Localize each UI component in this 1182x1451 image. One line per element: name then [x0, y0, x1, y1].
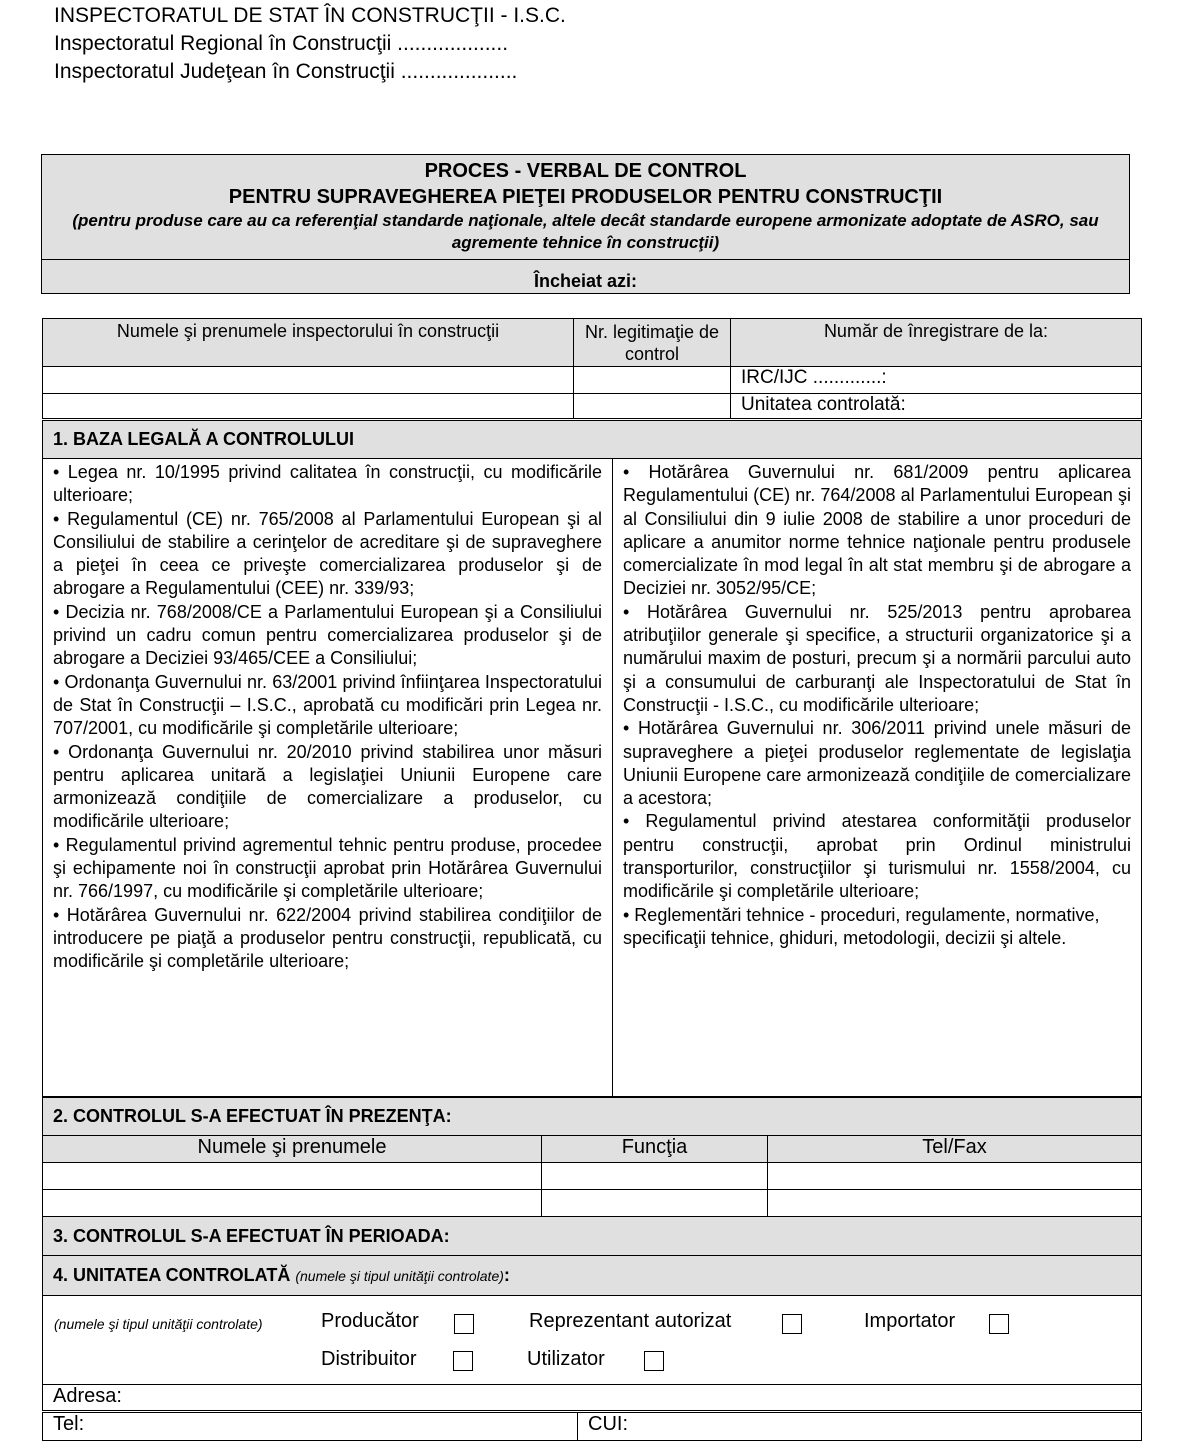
person-name-field[interactable]	[43, 1163, 542, 1190]
document-title: PROCES - VERBAL DE CONTROL	[424, 160, 747, 182]
importer-checkbox[interactable]	[989, 1312, 1009, 1335]
tel-cui-table	[42, 1412, 1142, 1441]
inspector-name-field[interactable]	[43, 367, 574, 394]
inspector-table	[42, 318, 1142, 419]
law-item: • Hotărârea Guvernului nr. 622/2004 privind stabilirea condiţiilor de introducere pe piaţă a produselor pentru construcţii, republicată, cu modificările şi completările ulterioare;	[53, 904, 602, 972]
person-name-header: Numele şi prenumele	[43, 1136, 542, 1163]
section-4-title: 4. UNITATEA CONTROLATĂ	[53, 1265, 291, 1285]
user-checkbox[interactable]	[644, 1349, 664, 1372]
law-item: • Decizia nr. 768/2008/CE a Parlamentului European şi a Consiliului privind un cadru comun pentru comercializarea produselor şi de abrogare a Deciziei 93/465/CEE a Consiliului;	[53, 601, 602, 669]
section-2-heading: 2. CONTROLUL S-A EFECTUAT ÎN PREZENŢA:	[43, 1098, 1142, 1136]
law-item: • Hotărârea Guvernului nr. 681/2009 pentru aplicarea Regulamentului (CE) nr. 764/2008 al Parlamentului European şi al Consiliului din 9 iulie 2008 de stabilire a unor proceduri de aplicare a anumitor norme tehnice naţionale pentru produsele comercializate în mod legal în alt stat membru şi de abrogare a Deciziei nr. 3052/95/CE;	[623, 462, 1132, 599]
law-item: • Regulamentul privind agrementul tehnic pentru produse, procedee şi echipamente noi în construcţii aprobat prin Hotărârea Guvernului nr. 766/1997, cu modificările şi completările ulterioare;	[53, 834, 602, 902]
checkbox-square[interactable]	[782, 1314, 802, 1334]
distributor-checkbox[interactable]	[453, 1349, 473, 1372]
section-4-heading	[43, 1256, 1142, 1296]
inspector-name-header: Numele şi prenumele inspectorului în construcţii	[43, 319, 574, 367]
section-3-heading: 3. CONTROLUL S-A EFECTUAT ÎN PERIOADA:	[43, 1217, 1142, 1256]
unit-type-row	[43, 1296, 1142, 1385]
badge-number-header: Nr. legitimaţie de control	[574, 319, 731, 367]
law-item: • Legea nr. 10/1995 privind calitatea în construcţii, cu modificările ulterioare;	[53, 462, 602, 506]
function-field[interactable]	[542, 1163, 768, 1190]
law-item: • Regulamentul privind atestarea conformităţii produselor pentru construcţii, aprobat prin Ordinul ministrului transporturilor, construcţiilor şi turismului nr. 1558/2004, cu modificările şi completările ulterioare;	[623, 811, 1132, 902]
importer-option-label: Importator	[864, 1310, 956, 1332]
unit-type-note: (numele şi tipul unităţii controlate)	[54, 1316, 263, 1332]
law-item: • Regulamentul (CE) nr. 765/2008 al Parlamentului European şi al Consiliului de stabilire a cerinţelor de acreditare şi de supraveghere a pieţei în ceea ce priveşte comercializarea produselor şi de abrogare a Regulamentului (CEE) nr. 339/93;	[53, 508, 602, 599]
document-subtitle: PENTRU SUPRAVEGHEREA PIEŢEI PRODUSELOR PENTRU CONSTRUCŢII	[228, 186, 943, 208]
law-item: • Reglementări tehnice - proceduri, regulamente, normative, specificaţii tehnice, ghiduri, metodologii, decizii şi altele.	[623, 904, 1100, 948]
inspector-name-field-2[interactable]	[43, 394, 574, 419]
legal-basis-right	[613, 459, 1142, 1097]
section-4-colon: :	[503, 1265, 510, 1285]
badge-number-field[interactable]	[574, 367, 731, 394]
controlled-unit-field[interactable]: Unitatea controlată:	[731, 394, 1142, 419]
function-field-2[interactable]	[542, 1190, 768, 1217]
legal-basis-left	[43, 459, 613, 1097]
producer-option-label: Producător	[321, 1310, 419, 1332]
distributor-option-label: Distribuitor	[321, 1348, 417, 1370]
badge-number-field-2[interactable]	[574, 394, 731, 419]
law-item: • Ordonanţa Guvernului nr. 20/2010 privind stabilirea unor măsuri pentru aplicarea unitară a legislaţiei Uniunii Europene care armonizează condiţiile de comercializare a produselor, cu modificările ulterioare;	[53, 741, 602, 832]
sections-table	[42, 420, 1142, 1097]
institution-name: INSPECTORATUL DE STAT ÎN CONSTRUCŢII - I.S.C.	[54, 4, 566, 27]
authorized-rep-checkbox[interactable]	[782, 1312, 802, 1335]
phone-fax-field[interactable]	[768, 1163, 1142, 1190]
address-field[interactable]: Adresa:	[43, 1385, 1142, 1411]
user-option-label: Utilizator	[527, 1348, 605, 1370]
checkbox-square[interactable]	[989, 1314, 1009, 1334]
title-box	[41, 154, 1130, 294]
cui-field[interactable]: CUI:	[578, 1413, 1142, 1441]
county-inspectorate: Inspectoratul Judeţean în Construcţii ....................	[54, 60, 518, 83]
checkbox-square[interactable]	[453, 1351, 473, 1371]
tel-field[interactable]: Tel:	[43, 1413, 578, 1441]
producer-checkbox[interactable]	[454, 1312, 474, 1335]
law-item: • Hotărârea Guvernului nr. 525/2013 pentru aprobarea atribuţiilor generale şi specifice, a structurii organizatorice şi a numărului maxim de posturi, precum şi a normării parcului auto şi a consumului de carburanţi ale Inspectoratului de Stat în Construcţii - I.S.C., cu modificările ulterioare;	[623, 601, 1132, 715]
checkbox-square[interactable]	[454, 1314, 474, 1334]
person-name-field-2[interactable]	[43, 1190, 542, 1217]
phone-fax-field-2[interactable]	[768, 1190, 1142, 1217]
phone-fax-header: Tel/Fax	[768, 1136, 1142, 1163]
concluded-date-label: Încheiat azi:	[533, 271, 638, 291]
section-4-note: (numele şi tipul unităţii controlate)	[295, 1268, 504, 1284]
checkbox-square[interactable]	[644, 1351, 664, 1371]
registration-number-header: Număr de înregistrare de la:	[731, 319, 1142, 367]
law-item: • Ordonanţa Guvernului nr. 63/2001 privind înfiinţarea Inspectoratului de Stat în Construcţii – I.S.C., aprobată cu modificări prin Legea nr. 707/2001, cu modificările şi completările ulterioare;	[53, 671, 602, 739]
document-scope: (pentru produse care au ca referenţial standarde naţionale, altele decât standarde europene armonizate adoptate de ASRO, sau agremente tehnice în construcţii)	[72, 211, 1099, 252]
section-1-heading: 1. BAZA LEGALĂ A CONTROLULUI	[43, 421, 1142, 459]
regional-inspectorate: Inspectoratul Regional în Construcţii ...................	[54, 32, 509, 55]
law-item: • Hotărârea Guvernului nr. 306/2011 privind unele măsuri de supraveghere a pieţei produselor reglementate de legislaţia Uniunii Europene care armonizează condiţiile de comercializare a acestora;	[623, 718, 1132, 809]
irc-ijc-field[interactable]: IRC/IJC .............:	[731, 367, 1142, 394]
authorized-rep-option-label: Reprezentant autorizat	[529, 1310, 732, 1332]
function-header: Funcţia	[542, 1136, 768, 1163]
title-divider	[42, 259, 1129, 260]
